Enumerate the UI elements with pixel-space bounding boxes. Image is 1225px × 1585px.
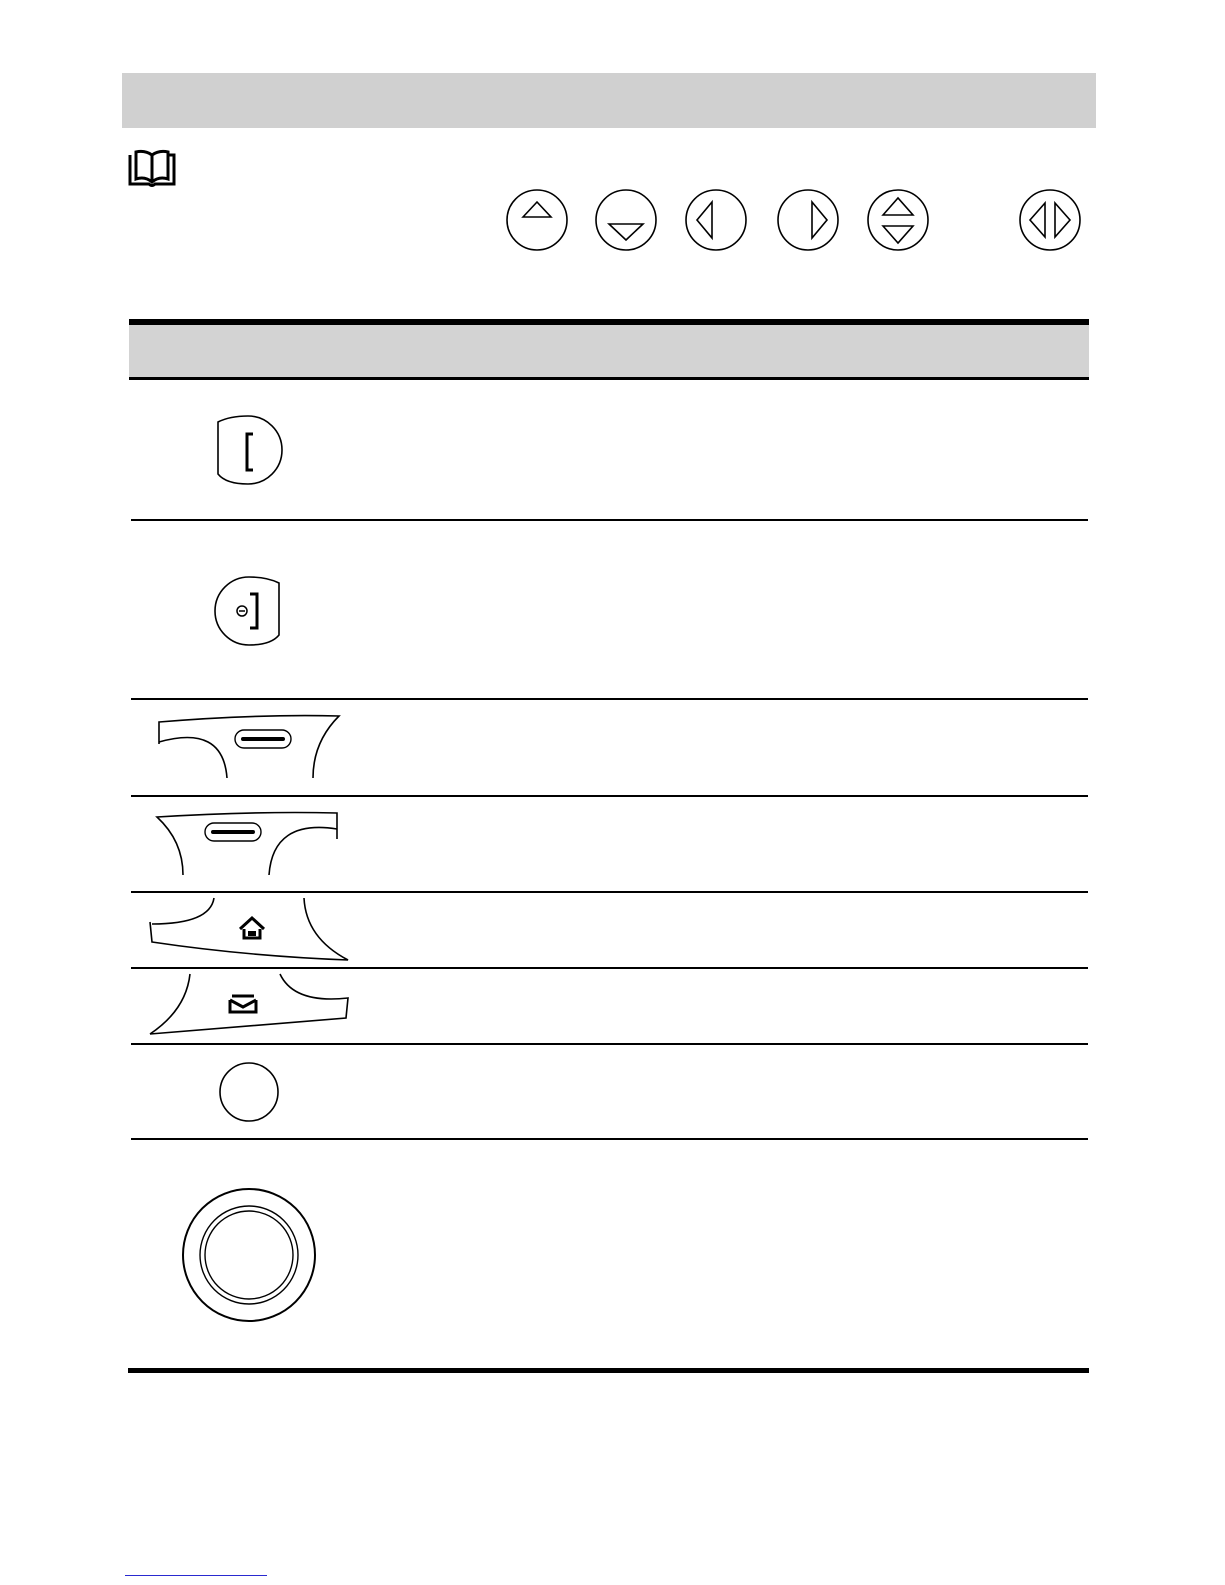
left-function-key-icon: [212, 414, 284, 488]
table-header: [129, 325, 1089, 377]
up-arrow-key-icon: [505, 188, 569, 252]
left-right-arrow-key-icon: [1018, 188, 1082, 252]
message-key-icon: [146, 970, 352, 1038]
down-arrow-key-icon: [594, 188, 658, 252]
footer-link[interactable]: [125, 1575, 267, 1576]
table-row-rule: [131, 1043, 1088, 1045]
up-down-arrow-key-icon: [866, 188, 930, 252]
right-soft-key-icon: [155, 811, 341, 877]
left-soft-key-icon: [155, 714, 341, 780]
right-arrow-key-icon: [776, 188, 840, 252]
center-key-icon: [217, 1060, 281, 1124]
table-bottom-rule: [128, 1368, 1089, 1373]
table-row-rule: [131, 1138, 1088, 1140]
round-navigation-key-icon: [180, 1186, 318, 1324]
table-header-rule: [129, 377, 1089, 380]
table-row-rule: [131, 698, 1088, 700]
left-arrow-key-icon: [684, 188, 748, 252]
right-function-key-icon: [213, 575, 285, 647]
home-key-icon: [146, 894, 352, 966]
table-row-rule: [131, 967, 1088, 969]
section-title-bar: [122, 73, 1096, 128]
table-row-rule: [131, 891, 1088, 893]
table-row-rule: [131, 519, 1088, 521]
book-icon: [127, 149, 177, 189]
table-row-rule: [131, 795, 1088, 797]
